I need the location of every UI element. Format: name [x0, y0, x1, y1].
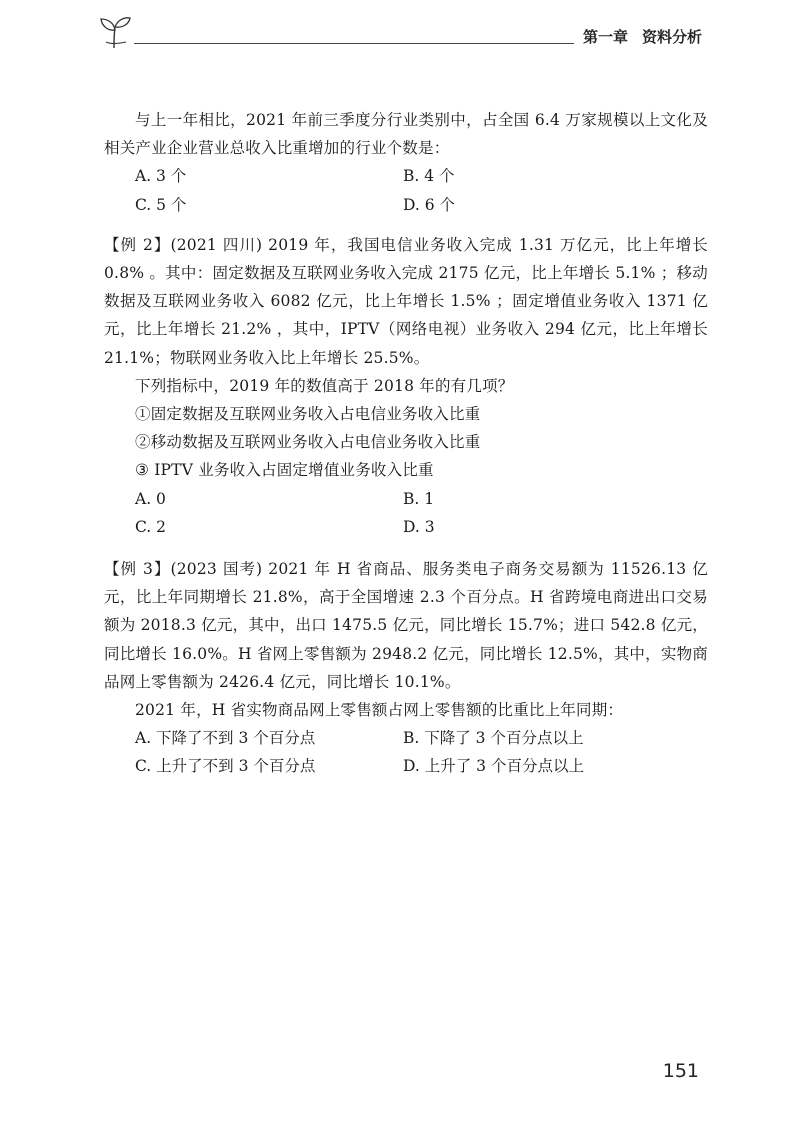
example-3-option-d: D. 上升了 3 个百分点以上: [403, 757, 584, 776]
chapter-number: 第一章: [582, 28, 628, 46]
example-2-option-c: C. 2: [135, 517, 167, 536]
example-3-option-a: A. 下降了不到 3 个百分点: [135, 729, 316, 748]
example-2-item-3: ③ IPTV 业务收入占固定增值业务收入比重: [135, 461, 434, 480]
example-2-options: [104, 485, 708, 541]
page-number: 151: [662, 1060, 699, 1082]
chapter-heading: [583, 26, 702, 47]
example-3-options: [104, 724, 708, 780]
example-3-option-c: C. 上升了不到 3 个百分点: [135, 757, 316, 776]
q1-option-b: B. 4 个: [403, 167, 455, 186]
example-2-option-b: B. 1: [403, 489, 435, 508]
example-2-question: 下列指标中，2019 年的数值高于 2018 年的有几项？: [135, 376, 514, 395]
q1-stem: 与上一年相比，2021 年前三季度分行业类别中，占全国 6.4 万家规模以上文化及相关产业企业营业总收入比重增加的行业个数是：: [104, 111, 708, 158]
q1-option-a: A. 3 个: [135, 167, 187, 186]
example-3-question: 2021 年，H 省实物商品网上零售额占网上零售额的比重比上年同期：: [135, 701, 624, 720]
sprout-icon: [98, 14, 132, 50]
example-2-option-d: D. 3: [403, 517, 435, 536]
header-rule: [134, 43, 574, 44]
example-2-item-1: ①固定数据及互联网业务收入占电信业务收入比重: [135, 405, 481, 424]
page-header: [98, 12, 702, 52]
q1-options: [104, 162, 708, 218]
q1-option-d: D. 6 个: [403, 195, 456, 214]
example-2-passage: 【例 2】(2021 四川) 2019 年，我国电信业务收入完成 1.31 万亿元，比上年增长 0.8% 。其中：固定数据及互联网业务收入完成 2175 亿元，比上年增长 5.1% ；移动数据及互联网业务收入 6082 亿元，比上年增长 1.5% ；固定增值业务收入 1371 亿元，比上年增长 21.2% ，其中，IPTV（网络电视）业务收入 294 亿元，比上年增长 21.1%；物联网业务收入比上年增长 25.5%。: [104, 235, 708, 367]
page-content: [104, 106, 708, 781]
example-2-option-a: A. 0: [135, 489, 166, 508]
q1-option-c: C. 5 个: [135, 195, 187, 214]
example-3-option-b: B. 下降了 3 个百分点以上: [403, 729, 584, 748]
example-3-passage: 【例 3】(2023 国考) 2021 年 H 省商品、服务类电子商务交易额为 11526.13 亿元，比上年同期增长 21.8%，高于全国增速 2.3 个百分点。H 省跨境电商进出口交易额为 2018.3 亿元，其中，出口 1475.5 亿元，同比增长 15.7%；进口 542.8 亿元，同比增长 16.0%。H 省网上零售额为 2948.2 亿元，同比增长 12.5%，其中，实物商品网上零售额为 2426.4 亿元，同比增长 10.1%。: [104, 560, 708, 691]
example-2-item-2: ②移动数据及互联网业务收入占电信业务收入比重: [135, 433, 481, 452]
chapter-title: 资料分析: [641, 28, 702, 46]
